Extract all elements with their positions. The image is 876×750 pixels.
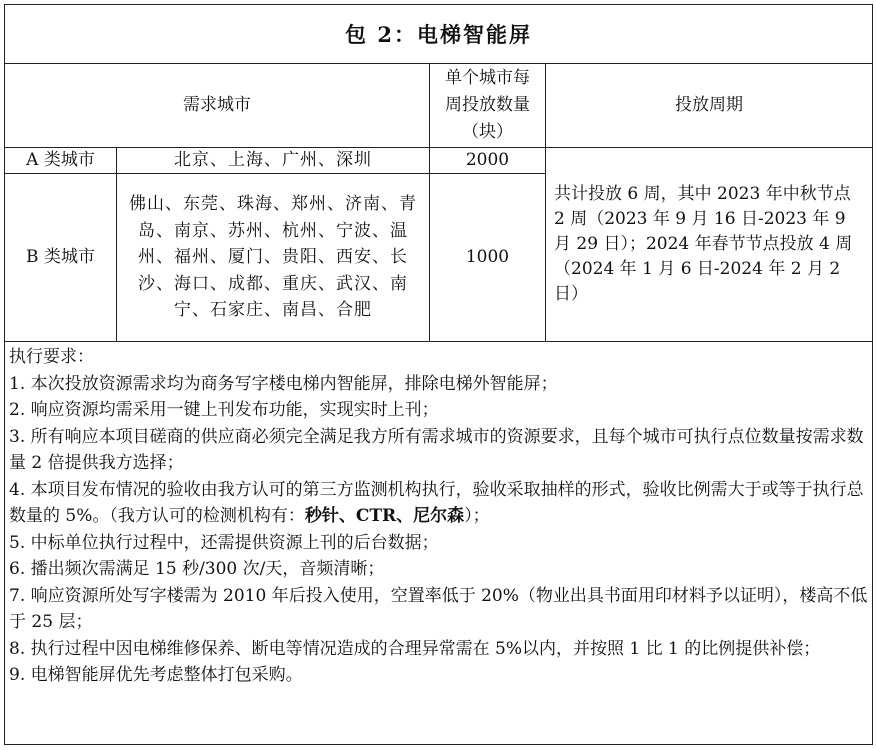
period-text: 共计投放 6 周，其中 2023 年中秋节点 2 周（2023 年 9 月 16 日-2023 年 9 月 29 日）；2024 年春节节点投放 4 周（2024 年 1 月 6 日-2024 年 2 月 2 日） bbox=[546, 148, 873, 342]
requirement-item: 3. 所有响应本项目磋商的供应商必须完全满足我方所有需求城市的资源要求，且每个城市可执行点位数量按需求数量 2 倍提供我方选择； bbox=[9, 426, 864, 473]
city-category: A 类城市 bbox=[5, 148, 117, 174]
weekly-quantity: 2000 bbox=[430, 148, 546, 174]
requirement-item-text: 4. 本项目发布情况的验收由我方认可的第三方监测机构执行，验收采取抽样的形式，验收比例需大于或等于执行总数量的 5%。（我方认可的检测机构有： bbox=[9, 479, 864, 526]
table-row bbox=[5, 148, 873, 174]
city-category: B 类城市 bbox=[5, 174, 117, 342]
requirement-item-4 bbox=[9, 477, 868, 530]
requirement-item: 9. 电梯智能屏优先考虑整体打包采购。 bbox=[9, 665, 303, 685]
requirement-item: 7. 响应资源所处写字楼需为 2010 年后投入使用，空置率低于 20%（物业出具书面用印材料予以证明），楼高不低于 25 层； bbox=[9, 585, 868, 632]
requirement-item: 8. 执行过程中因电梯维修保养、断电等情况造成的合理异常需在 5%以内，并按照 1 比 1 的比例提供补偿； bbox=[9, 638, 821, 659]
requirement-item-end: ）； bbox=[464, 506, 490, 526]
header-weekly-quantity: 单个城市每周投放数量（块） bbox=[430, 64, 546, 148]
header-period: 投放周期 bbox=[546, 64, 873, 148]
monitoring-agencies: 秒针、CTR、尼尔森 bbox=[304, 506, 465, 526]
header-demand-city: 需求城市 bbox=[5, 64, 430, 148]
requirement-item: 1. 本次投放资源需求均为商务写字楼电梯内智能屏，排除电梯外智能屏； bbox=[9, 373, 558, 394]
weekly-quantity: 1000 bbox=[430, 174, 546, 342]
page-title: 包 2：电梯智能屏 bbox=[5, 5, 873, 64]
requirement-item: 5. 中标单位执行过程中，还需提供资源上刊的后台数据； bbox=[9, 532, 439, 553]
city-list: 北京、上海、广州、深圳 bbox=[117, 148, 430, 174]
requirement-item: 2. 响应资源均需采用一键上刊发布功能，实现实时上刊； bbox=[9, 400, 439, 420]
requirement-item: 6. 播出频次需满足 15 秒/300 次/天，音频清晰； bbox=[9, 559, 385, 579]
city-list: 佛山、东莞、珠海、郑州、济南、青岛、南京、苏州、杭州、宁波、温州、福州、厦门、贵阳、西安、长沙、海口、成都、重庆、武汉、南宁、石家庄、南昌、合肥 bbox=[117, 174, 430, 342]
requirements-heading: 执行要求： bbox=[9, 347, 94, 367]
package-table bbox=[4, 4, 873, 745]
requirements-section bbox=[5, 342, 873, 745]
